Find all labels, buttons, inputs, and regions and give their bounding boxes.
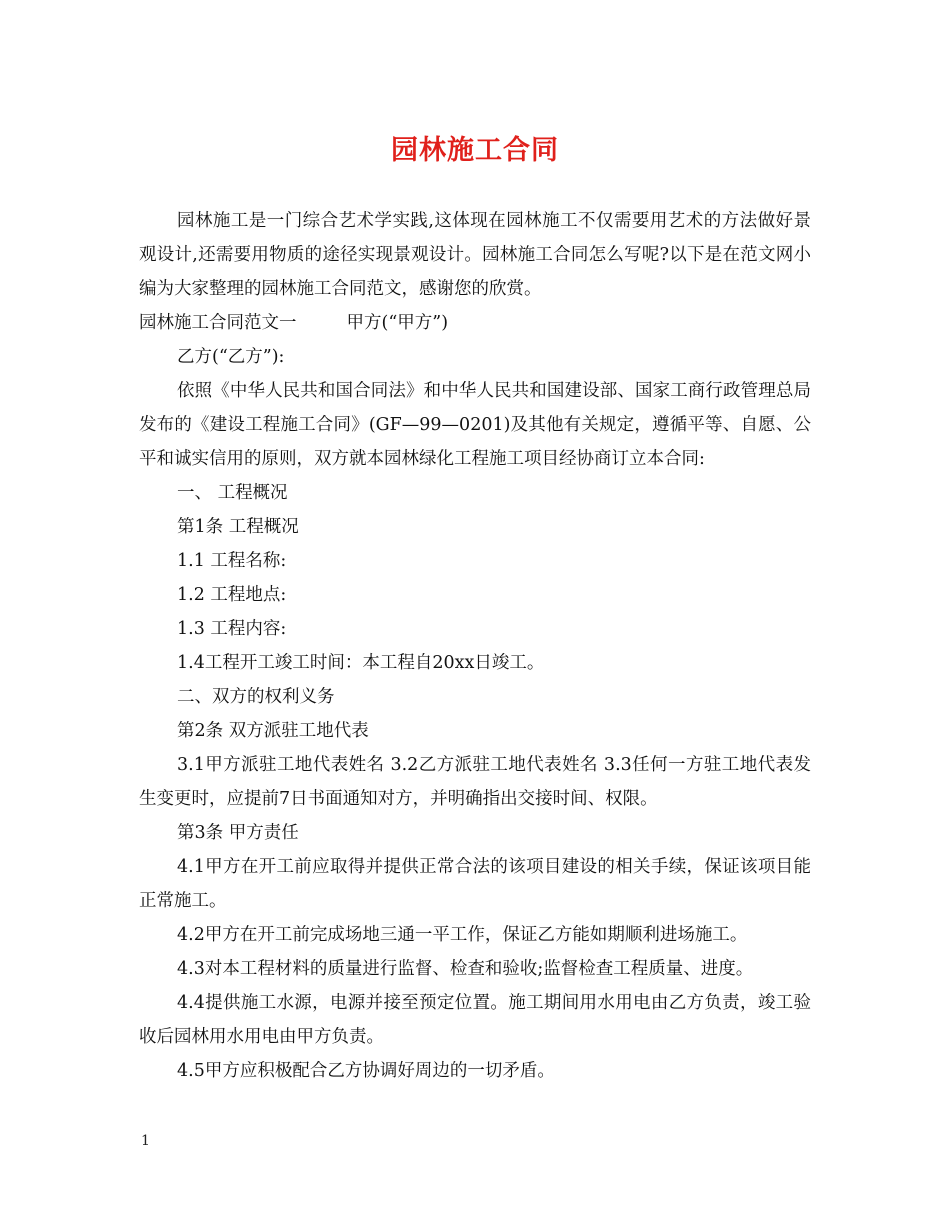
sample-heading-line xyxy=(139,306,811,340)
clause-paragraph: 4.5甲方应积极配合乙方协调好周边的一切矛盾。 xyxy=(177,1061,555,1081)
clause-paragraph: 3.1甲方派驻工地代表姓名 3.2乙方派驻工地代表姓名 3.3任何一方驻工地代表发生变更时，应提前7日书面通知对方，并明确指出交接时间、权限。 xyxy=(139,755,811,809)
section-heading: 二、双方的权利义务 xyxy=(177,687,335,707)
clause-item: 1.3 工程内容: xyxy=(177,619,287,639)
document-body xyxy=(139,204,811,1088)
page-number: 1 xyxy=(141,1133,150,1149)
party-a-line: 甲方(“甲方”) xyxy=(346,313,449,333)
clause-paragraph: 4.4提供施工水源，电源并接至预定位置。施工期间用水用电由乙方负责，竣工验收后园林用水用电由甲方负责。 xyxy=(139,993,811,1047)
clause-item: 1.1 工程名称: xyxy=(177,551,287,571)
section-heading: 一、 工程概况 xyxy=(177,483,288,503)
clause-paragraph: 4.2甲方在开工前完成场地三通一平工作，保证乙方能如期顺利进场施工。 xyxy=(177,925,748,945)
basis-paragraph: 依照《中华人民共和国合同法》和中华人民共和国建设部、国家工商行政管理总局发布的《建设工程施工合同》(GF—99—0201)及其他有关规定，遵循平等、自愿、公平和诚实信用的原则，双方就本园林绿化工程施工项目经协商订立本合同: xyxy=(139,381,811,469)
clause-heading: 第1条 工程概况 xyxy=(177,517,299,537)
document-title: 园林施工合同 xyxy=(391,135,559,166)
intro-paragraph: 园林施工是一门综合艺术学实践,这体现在园林施工不仅需要用艺术的方法做好景观设计,还需要用物质的途径实现景观设计。园林施工合同怎么写呢?以下是在范文网小编为大家整理的园林施工合同范文，感谢您的欣赏。 xyxy=(139,211,811,299)
clause-heading: 第3条 甲方责任 xyxy=(177,823,299,843)
clause-item: 1.4工程开工竣工时间：本工程自20xx日竣工。 xyxy=(177,653,545,673)
clause-paragraph: 4.3对本工程材料的质量进行监督、检查和验收;监督检查工程质量、进度。 xyxy=(177,959,754,979)
party-b-line: 乙方(“乙方”): xyxy=(177,347,285,367)
clause-paragraph: 4.1甲方在开工前应取得并提供正常合法的该项目建设的相关手续，保证该项目能正常施工。 xyxy=(139,857,811,911)
clause-item: 1.2 工程地点: xyxy=(177,585,287,605)
clause-heading: 第2条 双方派驻工地代表 xyxy=(177,721,369,741)
sample-label: 园林施工合同范文一 xyxy=(139,313,297,333)
